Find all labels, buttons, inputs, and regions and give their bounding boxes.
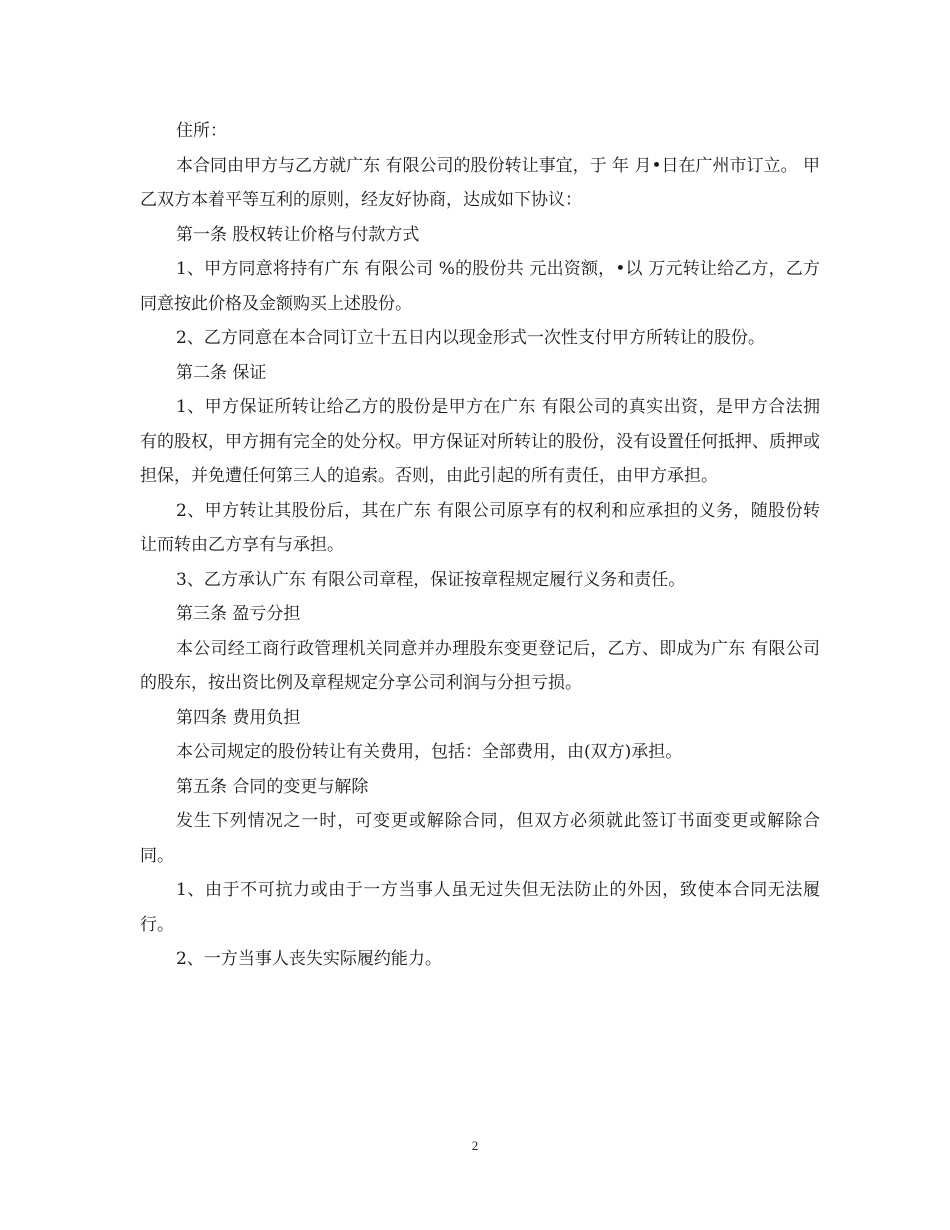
article-3-body: 本公司经工商行政管理机关同意并办理股东变更登记后，乙方、即成为广东 有限公司的股东，按出资比例及章程规定分享公司利润与分担亏损。 — [140, 638, 820, 693]
page-number: 2 — [471, 1138, 479, 1153]
article-4-heading: 第四条 费用负担 — [176, 707, 301, 728]
article-3-heading: 第三条 盈亏分担 — [176, 604, 301, 624]
article-5-clause-1: 1、由于不可抗力或由于一方当事人虽无过失但无法防止的外因，致使本合同无法履行。 — [140, 880, 820, 935]
paragraph-address: 住所： — [176, 121, 227, 141]
article-1-heading: 第一条 股权转让价格与付款方式 — [176, 224, 420, 245]
article-1-clause-2: 2、乙方同意在本合同订立十五日内以现金形式一次性支付甲方所转让的股份。 — [176, 328, 765, 348]
paragraph-intro: 本合同由甲方与乙方就广东 有限公司的股份转让事宜，于 年 月•日在广州市订立。 甲乙双方本着平等互利的原则，经友好协商，达成如下协议： — [140, 155, 820, 210]
article-2-heading: 第二条 保证 — [176, 362, 267, 383]
article-2-clause-1: 1、甲方保证所转让给乙方的股份是甲方在广东 有限公司的真实出资，是甲方合法拥有的股权，甲方拥有完全的处分权。甲方保证对所转让的股份，没有设置任何抵押、质押或担保，并免遭任何第三人的追索。否则，由此引起的所有责任，由甲方承担。 — [140, 397, 820, 486]
article-5-heading: 第五条 合同的变更与解除 — [176, 776, 369, 797]
article-2-clause-2: 2、甲方转让其股份后，其在广东 有限公司原享有的权利和应承担的义务，随股份转让而转由乙方享有与承担。 — [140, 500, 820, 555]
article-5-body: 发生下列情况之一时，可变更或解除合同，但双方必须就此签订书面变更或解除合同。 — [140, 811, 820, 866]
article-5-clause-2: 2、一方当事人丧失实际履约能力。 — [176, 949, 442, 969]
article-4-body: 本公司规定的股份转让有关费用，包括：全部费用，由(双方)承担。 — [176, 742, 683, 762]
article-1-clause-1: 1、甲方同意将持有广东 有限公司 %的股份共 元出资额，•以 万元转让给乙方，乙方同意按此价格及金额购买上述股份。 — [140, 259, 820, 314]
article-2-clause-3: 3、乙方承认广东 有限公司章程，保证按章程规定履行义务和责任。 — [176, 569, 686, 590]
document-body — [140, 114, 820, 977]
